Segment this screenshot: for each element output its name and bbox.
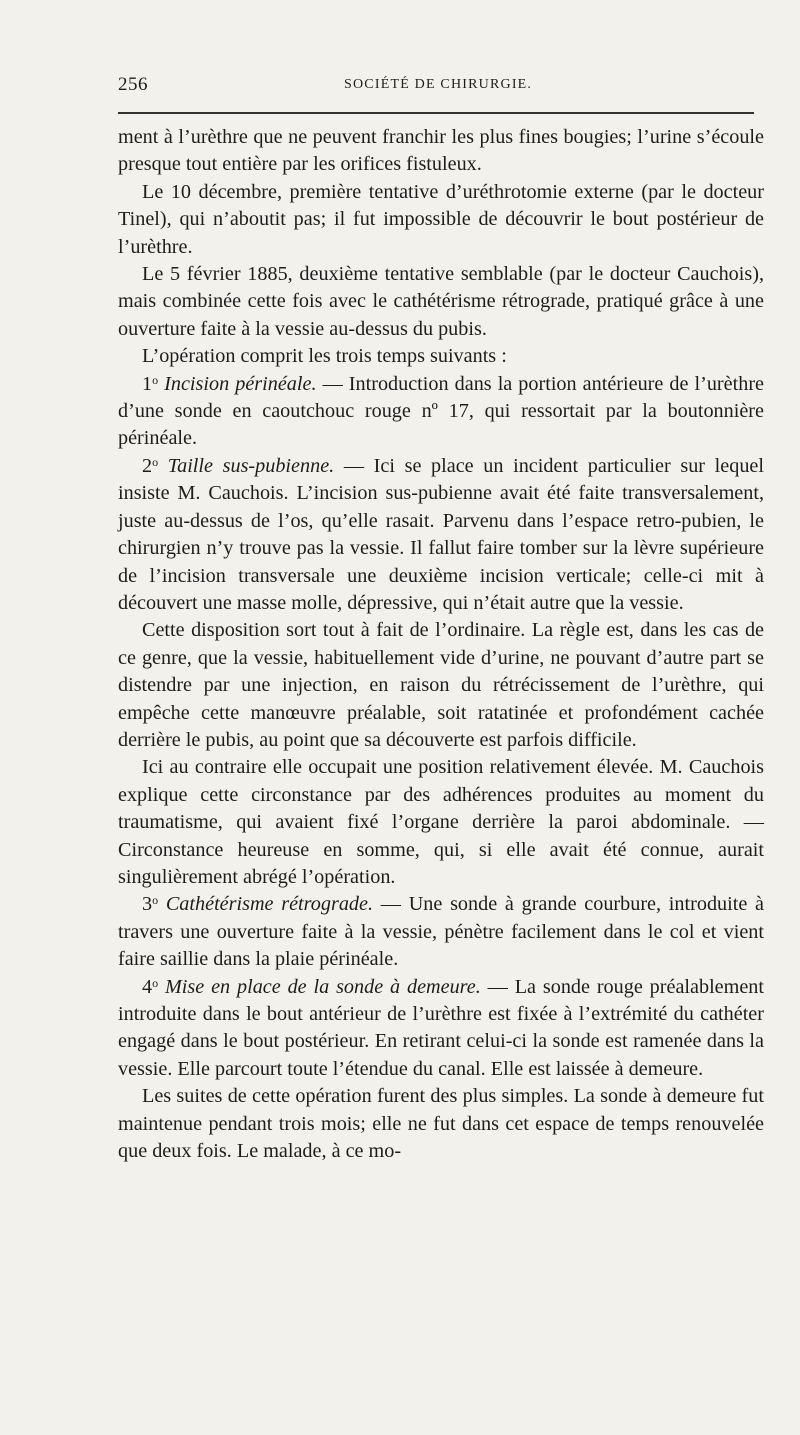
step-title: Taille sus-pubienne.: [167, 454, 335, 477]
step-title: Mise en place de la sonde à demeure.: [164, 975, 481, 998]
step-number: 1: [142, 372, 153, 395]
paragraph-disposition: Cette disposition sort tout à fait de l’ordinaire. La règle est, dans les cas de ce genre, que la vessie, habituellement vide d’urine, ne pouvant d’autre part se distendre par une injection, en raison du rétrécissement de l’urèthre, qui empêche cette manœuvre préalable, soit ratatinée et profondément cachée derrière le pubis, au point que sa découverte est parfois difficile.: [118, 619, 764, 751]
paragraph-second-attempt: Le 5 février 1885, deuxième tentative semblable (par le docteur Cauchois), mais combinée cette fois avec le cathétérisme rétrograde, pratiqué grâce à une ouverture faite à la vessie au-dessus du pubis.: [118, 263, 764, 340]
step-number: 3: [142, 893, 153, 916]
step-number: 2: [142, 454, 153, 477]
paragraph-step-2: 2$^o$ Taille sus-pubienne. — Ici se place un incident particulier sur lequel insiste M. Cauchois. L’incision sus-pubienne avait été faite transversalement, juste au-dessus de l’os, qu’elle rasait. Parvenu dans l’espace retro-pubien, le chirurgien n’y trouve pas la vessie. Il fallut faire tomber sur la lèvre supérieure de l’incision transversale une deuxième incision verticale; celle-ci mit à découvert une masse molle, dépressive, qui n’était autre que la vessie.: [118, 454, 764, 614]
paragraph-step-1: 1$^o$ Incision périnéale. — Introduction dans la portion antérieure de l’urèthre d’une sonde en caoutchouc rouge nº 17, qui ressortait par la boutonnière périnéale.: [118, 372, 764, 450]
paragraph-continuation: ment à l’urèthre que ne peuvent franchir les plus fines bougies; l’urine s’écoule presque tout entière par les orifices fistuleux.: [118, 126, 764, 176]
paragraph-step-4: 4$^o$ Mise en place de la sonde à demeure. — La sonde rouge préalablement introduite dans le bout antérieur de l’urèthre est fixée à l’extrémité du cathéter engagé dans le bout postérieur. En retirant celui-ci la sonde est ramenée dans la vessie. Elle parcourt toute l’étendue du canal. Elle est laissée à demeure.: [118, 975, 765, 1080]
paragraph-steps-intro: L’opération comprit les trois temps suivants :: [142, 345, 507, 368]
paragraph-step-3: 3$^o$ Cathétérisme rétrograde. — Une sonde à grande courbure, introduite à travers une ouverture faite à la vessie, pénètre facilement dans le col et vient faire saillie dans la plaie périnéale.: [118, 893, 765, 971]
running-title: SOCIÉTÉ DE CHIRURGIE.: [344, 77, 533, 92]
step-title: Cathétérisme rétrograde.: [165, 893, 374, 916]
page-header: [118, 74, 758, 104]
body-text: [118, 124, 764, 1165]
header-rule: [118, 112, 754, 114]
paragraph-position: Ici au contraire elle occupait une position relativement élevée. M. Cauchois explique cette circonstance par des adhérences produites au moment du traumatisme, qui avaient fixé l’organe derrière la paroi abdominale. — Circonstance heureuse en somme, qui, si elle avait été connue, aurait singulièrement abrégé l’opération.: [118, 756, 764, 888]
paragraph-first-attempt: Le 10 décembre, première tentative d’uréthrotomie externe (par le docteur Tinel), qui n’aboutit pas; il fut impossible de découvrir le bout postérieur de l’urèthre.: [118, 180, 764, 258]
paragraph-outcome: Les suites de cette opération furent des plus simples. La sonde à demeure fut maintenue pendant trois mois; elle ne fut dans cet espace de temps renouvelée que deux fois. Le malade, à ce mo-: [118, 1085, 764, 1163]
page-number: 256: [118, 74, 148, 95]
step-number: 4: [142, 975, 153, 998]
step-title: Incision périnéale.: [164, 372, 317, 395]
